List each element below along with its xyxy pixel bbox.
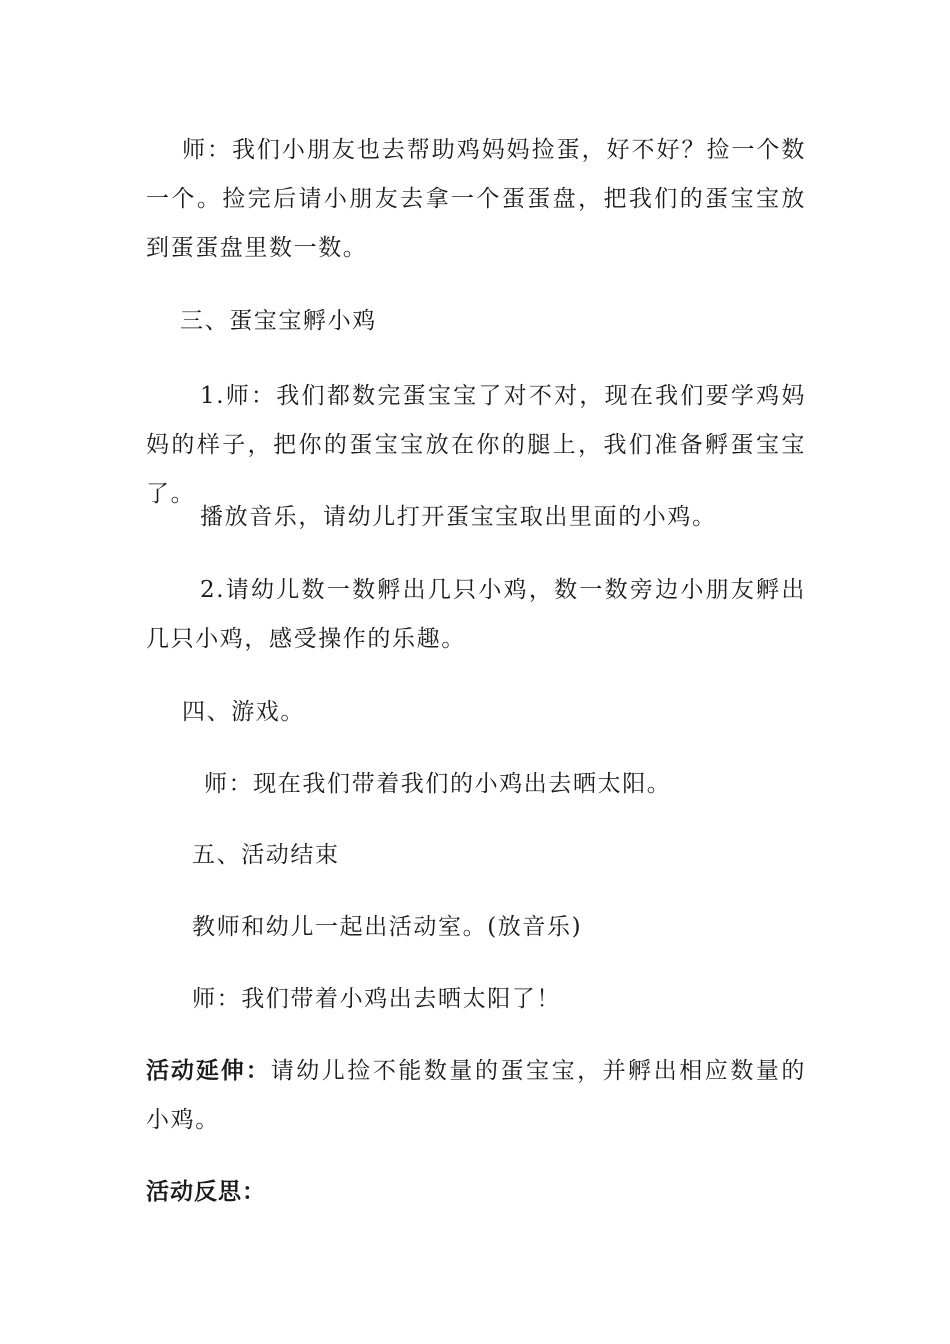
paragraph-step-1: 1.师：我们都数完蛋宝宝了对不对，现在我们要学鸡妈妈的样子，把你的蛋宝宝放在你的腿上，我们准备孵蛋宝宝了。 bbox=[146, 383, 806, 507]
paragraph-pick-eggs: 师：我们小朋友也去帮助鸡妈妈捡蛋，好不好？捡一个数一个。捡完后请小朋友去拿一个蛋蛋盘，把我们的蛋宝宝放到蛋蛋盘里数一数。 bbox=[146, 137, 806, 261]
section-heading-activity-end: 五、活动结束 bbox=[192, 842, 340, 868]
paragraph-leave-room: 教师和幼儿一起出活动室。(放音乐) bbox=[192, 914, 583, 940]
paragraph-teacher-closing: 师：我们带着小鸡出去晒太阳了！ bbox=[192, 986, 561, 1012]
reflection-label: 活动反思： bbox=[146, 1179, 266, 1205]
paragraph-step-2: 2.请幼儿数一数孵出几只小鸡，数一数旁边小朋友孵出几只小鸡，感受操作的乐趣。 bbox=[146, 577, 806, 652]
extension-text: 请幼儿捡不能数量的蛋宝宝，并孵出相应数量的小鸡。 bbox=[146, 1058, 806, 1133]
section-heading-hatch-chicks: 三、蛋宝宝孵小鸡 bbox=[180, 308, 377, 334]
section-heading-game: 四、游戏。 bbox=[182, 699, 305, 725]
paragraph-sunbathe: 师：现在我们带着我们的小鸡出去晒太阳。 bbox=[204, 771, 672, 797]
extension-label: 活动延伸： bbox=[146, 1058, 271, 1084]
paragraph-activity-extension bbox=[146, 1047, 806, 1145]
paragraph-play-music: 播放音乐，请幼儿打开蛋宝宝取出里面的小鸡。 bbox=[200, 504, 717, 530]
